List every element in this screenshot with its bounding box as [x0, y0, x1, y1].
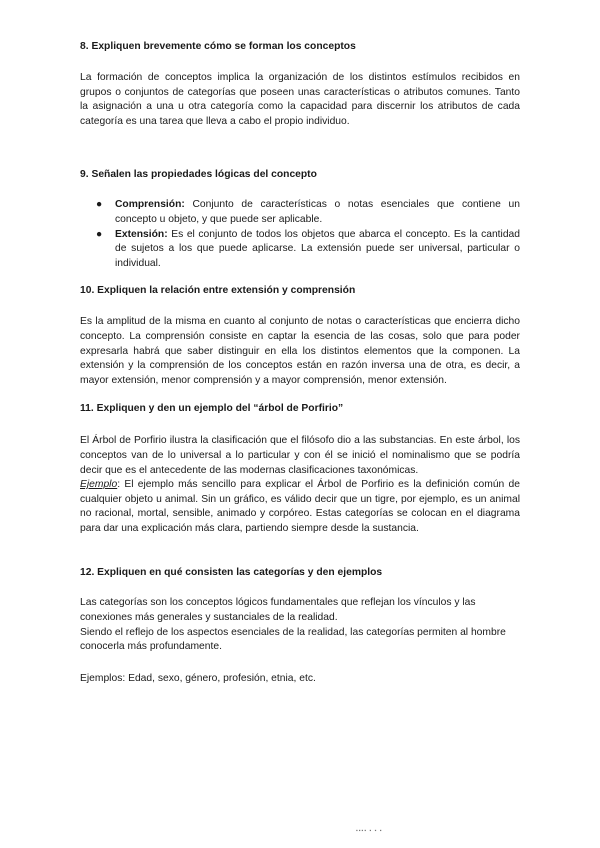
bullet-term-extension: Extensión: [115, 228, 168, 240]
section-9-bullet-list [80, 198, 520, 271]
bullet-text-comprension: Conjunto de características o notas esenciales que contiene un concepto u objeto, y que puede ser aplicable. [115, 199, 520, 225]
bullet-dot-icon: ● [96, 199, 103, 211]
section-8-heading: 8. Expliquen brevemente cómo se forman los conceptos [80, 41, 356, 52]
section-11-heading: 11. Expliquen y den un ejemplo del “árbol de Porfirio” [80, 403, 344, 415]
document-content [80, 40, 520, 686]
section-10-paragraph: Es la amplitud de la misma en cuanto al conjunto de notas o características que encierra dicho concepto. La comprensión consiste en captar la esencia de las cosas, solo que para poder expresarla habrá que saber distinguir en ella los distintos elementos que la componen. La extensión y la comprensión de los conceptos están en razón inversa una de otra, es decir, a mayor extensión, menor comprensión y a mayor comprensión, menor extensión. [80, 316, 520, 386]
bullet-comprension [96, 198, 520, 227]
section-10-heading: 10. Expliquen la relación entre extensión y comprensión [80, 285, 356, 297]
example-text: : El ejemplo más sencillo para explicar el Árbol de Porfirio es la definición común de cualquier objeto u animal. Sin un gráfico, es válido decir que un tigre, por ejemplo, es un animal no racional, mortal, sensible, animado y corpóreo. Estas categorías se colocan en el diagrama para dar una explicación más clara, partiendo siempre desde la sustancia. [80, 479, 520, 534]
section-8-paragraph: La formación de conceptos implica la organización de los distintos estímulos recibidos en grupos o conjuntos de categorías que poseen unas características o atributos comunes. Tanto la asignación a una u otra categoría como la capacidad para discernir los atributos de cada categoría es una tarea que lleva a cabo el propio individuo. [80, 72, 520, 127]
footer-mark: ▪▪▪▪ ▪ ▪ ▪ [356, 828, 383, 834]
bullet-dot-icon: ● [96, 228, 103, 240]
section-11-paragraph: El Árbol de Porfirio ilustra la clasificación que el filósofo dio a las substancias. En este árbol, los conceptos van de lo universal a lo particular y con él se inició el nominalismo que se podría decir que es el antecedente de las modernas clasificaciones taxonómicas. [80, 435, 520, 476]
bullet-extension [96, 228, 520, 272]
section-12-examples: Ejemplos: Edad, sexo, género, profesión, etnia, etc. [80, 672, 316, 684]
section-12-paragraph-2: Siendo el reflejo de los aspectos esenciales de la realidad, las categorías permiten al hombre conocerla más profundamente. [80, 626, 506, 653]
example-label: Ejemplo [80, 479, 118, 491]
section-11-example [80, 478, 520, 536]
section-12-paragraph-1: Las categorías son los conceptos lógicos fundamentales que reflejan los vínculos y las conexiones más generales y sustanciales de la realidad. [80, 597, 476, 624]
section-9-heading: 9. Señalen las propiedades lógicas del concepto [80, 169, 317, 181]
section-12-heading: 12. Expliquen en qué consisten las categorías y den ejemplos [80, 567, 383, 579]
bullet-text-extension: Es el conjunto de todos los objetos que abarca el concepto. Es la cantidad de sujetos a los que puede aplicarse. La extensión puede ser universal, particular o individual. [115, 228, 520, 269]
bullet-term-comprension: Comprensión: [115, 199, 185, 211]
